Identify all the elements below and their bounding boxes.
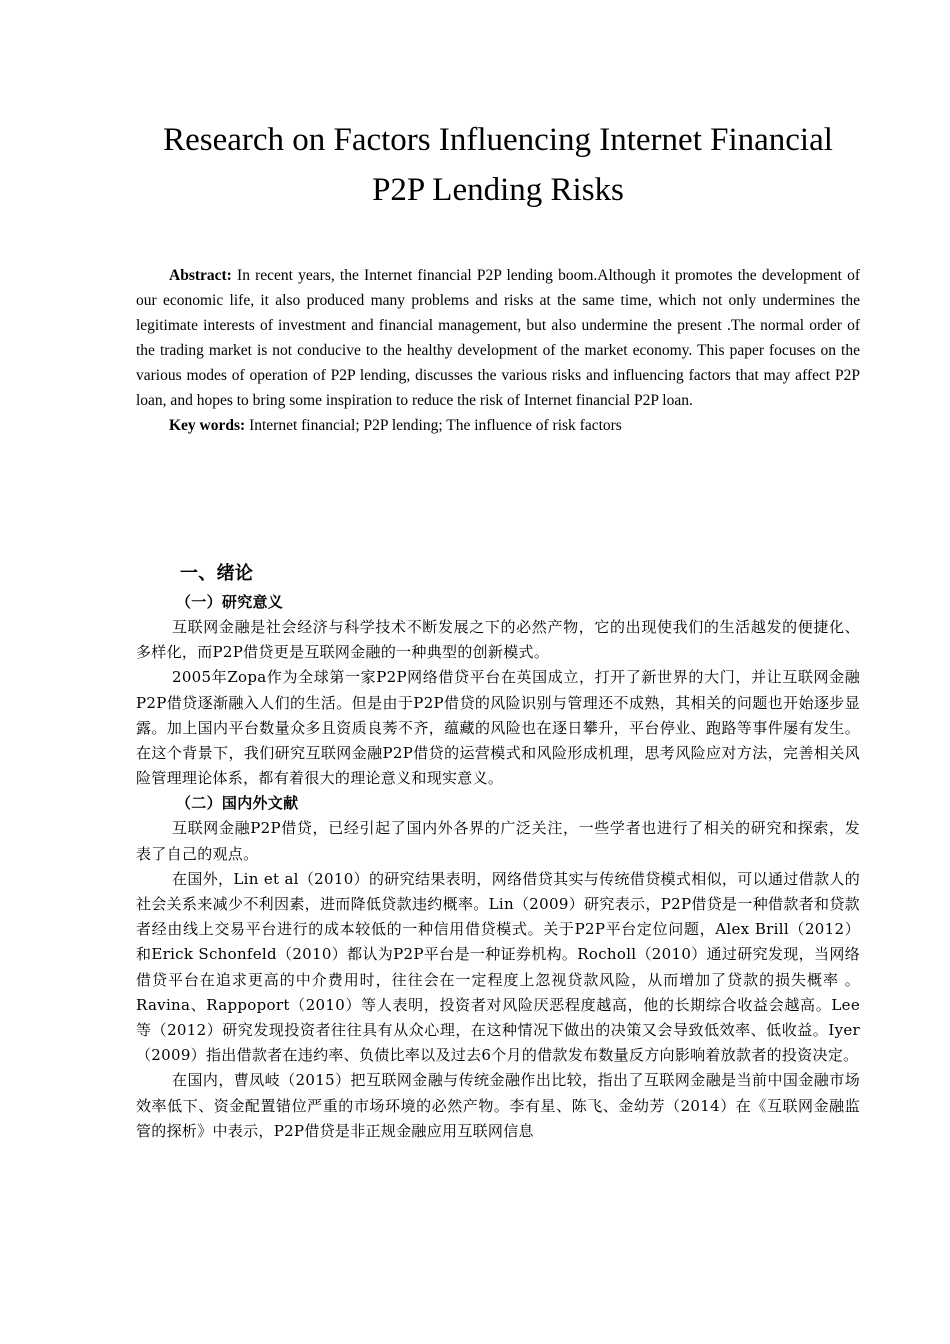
title-line-1: Research on Factors Influencing Internet Financial — [163, 122, 833, 158]
paragraph-literature-1: 互联网金融P2P借贷，已经引起了国内外各界的广泛关注，一些学者也进行了相关的研究和探索，发表了自己的观点。 — [136, 819, 860, 863]
abstract-text: In recent years, the Internet financial P2P lending boom.Although it promotes the development of our economic life, it also produced many problems and risks at the same time, which not only undermines the legitimate interests of investment and financial management, but also undermine the present .The normal order of the trading market is not conducive to the healthy development of the market economy. This paper focuses on the various modes of operation of P2P lending, discusses the various risks and influencing factors that may affect P2P loan, and hopes to bring some inspiration to reduce the risk of Internet financial P2P loan. — [136, 267, 860, 409]
subsection-heading-literature: （二）国内外文献 — [176, 794, 299, 813]
abstract-paragraph — [136, 263, 860, 413]
paragraph-literature-3: 在国内，曹凤岐（2015）把互联网金融与传统金融作出比较，指出了互联网金融是当前中国金融市场效率低下、资金配置错位严重的市场环境的必然产物。李有星、陈飞、金幼芳（2014）在《互联网金融监管的探析》中表示，P2P借贷是非正规金融应用互联网信息 — [136, 1071, 860, 1140]
keywords-paragraph — [136, 413, 860, 438]
abstract-section — [136, 263, 860, 438]
document-title — [120, 115, 876, 215]
subsection-heading-significance: （一）研究意义 — [176, 593, 284, 611]
abstract-label: Abstract: — [169, 267, 232, 284]
keywords-label: Key words: — [169, 417, 246, 434]
introduction-section — [136, 558, 860, 1144]
title-line-2: P2P Lending Risks — [372, 172, 624, 208]
section-heading-introduction: 一、绪论 — [180, 563, 254, 584]
paragraph-literature-2: 在国外，Lin et al（2010）的研究结果表明，网络借贷其实与传统借贷模式相似，可以通过借款人的社会关系来减少不利因素，进而降低贷款违约概率。Lin（2009）研究表示，P2P借贷是一种借款者和贷款者经由线上交易平台进行的成本较低的一种信用借贷模式。关于P2P平台定位问题，Alex Brill（2012）和Erick Schonfeld（2010）都认为P2P平台是一种证券机构。Rocholl（2010）通过研究发现，当网络借贷平台在追求更高的中介费用时，往往会在一定程度上忽视贷款风险，从而增加了贷款的损失概率 。Ravina、Rappoport（2010）等人表明，投资者对风险厌恶程度越高，他的长期综合收益会越高。Lee等（2012）研究发现投资者往往具有从众心理，在这种情况下做出的决策又会导致低效率、低收益。Iyer（2009）指出借款者在违约率、负债比率以及过去6个月的借款发布数量反方向影响着放款者的投资决定。 — [136, 869, 860, 1065]
keywords-text: Internet financial; P2P lending; The influence of risk factors — [245, 417, 622, 434]
paragraph-significance-1: 互联网金融是社会经济与科学技术不断发展之下的必然产物，它的出现使我们的生活越发的便捷化、多样化，而P2P借贷更是互联网金融的一种典型的创新模式。 — [136, 618, 860, 662]
paragraph-significance-2: 2005年Zopa作为全球第一家P2P网络借贷平台在英国成立，打开了新世界的大门，并让互联网金融P2P借贷逐渐融入人们的生活。但是由于P2P借贷的风险识别与管理还不成熟，其相关的问题也开始逐步显露。加上国内平台数量众多且资质良莠不齐，蕴藏的风险也在逐日攀升，平台停业、跑路等事件屡有发生。在这个背景下，我们研究互联网金融P2P借贷的运营模式和风险形成机理，思考风险应对方法，完善相关风险管理理论体系，都有着很大的理论意义和现实意义。 — [136, 668, 860, 788]
